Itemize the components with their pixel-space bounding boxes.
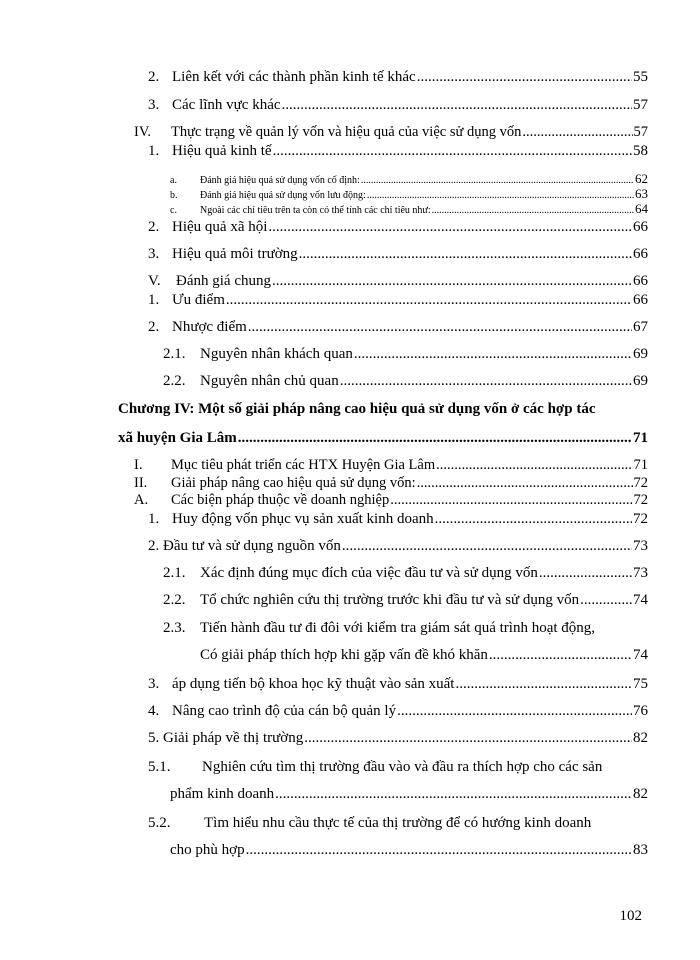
- toc-number: 3.: [148, 246, 160, 262]
- toc-entry: [148, 512, 648, 527]
- toc-entry: [148, 293, 648, 308]
- toc-text: Nguyên nhân khách quan: [200, 346, 353, 362]
- toc-leader: [435, 512, 632, 527]
- toc-text: Giải pháp nâng cao hiệu quả sử dụng vốn:: [171, 475, 416, 491]
- toc-text: Nguyên nhân chủ quan: [200, 373, 339, 389]
- toc-page: 73: [633, 565, 648, 581]
- toc-entry: [148, 320, 648, 335]
- toc-number: A.: [134, 492, 149, 508]
- toc-entry: [148, 70, 648, 85]
- toc-entry: [170, 202, 648, 216]
- toc-leader: [455, 677, 632, 692]
- toc-leader: [489, 648, 632, 663]
- toc-leader: [390, 493, 632, 508]
- toc-text: xã huyện Gia Lâm: [118, 430, 237, 446]
- toc-page: 64: [635, 201, 648, 216]
- toc-page: 72: [633, 492, 648, 508]
- toc-text: Nhược điểm: [172, 319, 247, 335]
- toc-entry: [170, 172, 648, 186]
- toc-leader: [522, 125, 632, 140]
- toc-entry: [163, 593, 648, 608]
- toc-number: 2.1.: [163, 346, 186, 362]
- toc-entry: [134, 476, 648, 491]
- toc-text: Hiệu quả môi trường: [172, 246, 298, 262]
- toc-leader: [539, 566, 632, 581]
- toc-number: I.: [134, 457, 143, 473]
- toc-number: 1.: [148, 143, 160, 159]
- toc-page: 71: [633, 430, 648, 446]
- toc-leader: [580, 593, 632, 608]
- toc-entry: [148, 760, 602, 775]
- toc-text: Ngoài các chỉ tiêu trên ta còn có thể tính các chỉ tiêu như:: [200, 205, 431, 216]
- toc-number: 4.: [148, 703, 160, 719]
- toc-leader: [436, 458, 632, 473]
- toc-text: Tổ chức nghiên cứu thị trường trước khi đầu tư và sử dụng vốn: [200, 592, 580, 608]
- toc-page: 67: [633, 319, 648, 335]
- toc-page: 75: [633, 676, 648, 692]
- toc-entry: [148, 247, 648, 262]
- toc-leader: [268, 220, 632, 235]
- toc-number: 5.2.: [148, 815, 171, 831]
- toc-leader: [275, 787, 632, 802]
- toc-entry: [134, 125, 648, 140]
- toc-number: 3.: [148, 97, 160, 113]
- toc-text: Liên kết với các thành phần kinh tế khác: [172, 69, 416, 85]
- toc-number: 2.3.: [163, 620, 186, 636]
- toc-text: Đánh giá hiệu quả sử dụng vốn lưu động:: [200, 190, 366, 201]
- toc-page: 83: [633, 842, 648, 858]
- toc-page: 58: [633, 143, 648, 159]
- toc-leader: [226, 293, 632, 308]
- toc-entry: [148, 98, 648, 113]
- toc-leader: [304, 731, 632, 746]
- toc-number: b.: [170, 190, 178, 201]
- toc-leader: [417, 476, 633, 491]
- toc-number: 2.2.: [163, 373, 186, 389]
- toc-page: 66: [633, 273, 648, 289]
- toc-entry: [170, 187, 648, 201]
- toc-text: Nghiên cứu tìm thị trường đầu vào và đầu ra thích hợp cho các sản: [202, 759, 603, 775]
- toc-number: 1.: [148, 292, 160, 308]
- toc-number: 2.2.: [163, 592, 186, 608]
- toc-entry: [163, 347, 648, 362]
- toc-page: 72: [633, 511, 648, 527]
- toc-page: 82: [633, 730, 648, 746]
- toc-text: Mục tiêu phát triển các HTX Huyện Gia Lâm: [171, 457, 436, 473]
- toc-text: phẩm kinh doanh: [170, 786, 275, 802]
- toc-entry: [148, 274, 648, 289]
- toc-text: 5. Giải pháp về thị trường: [148, 730, 304, 746]
- toc-text: Tiến hành đầu tư đi đôi với kiểm tra giám sát quá trình hoạt động,: [200, 620, 596, 636]
- page-number: 102: [619, 908, 642, 924]
- toc-number: 2.1.: [163, 565, 186, 581]
- toc-page: 62: [635, 171, 648, 186]
- toc-text: Tìm hiểu nhu cầu thực tế của thị trường để có hướng kinh doanh: [204, 815, 592, 831]
- toc-page: 72: [633, 475, 648, 491]
- toc-text: Hiệu quả kinh tế: [172, 143, 272, 159]
- toc-text: Ưu điểm: [172, 292, 225, 308]
- toc-page: 76: [633, 703, 648, 719]
- toc-leader: [432, 206, 634, 216]
- toc-entry: [170, 787, 648, 802]
- toc-page: 57: [633, 124, 648, 140]
- toc-entry: [200, 648, 648, 663]
- toc-text: Các biện pháp thuộc về doanh nghiệp: [171, 492, 390, 508]
- toc-entry: [134, 493, 648, 508]
- toc-text: Huy động vốn phục vụ sản xuất kinh doanh: [172, 511, 434, 527]
- toc-page: 69: [633, 346, 648, 362]
- toc-text: Các lĩnh vực khác: [172, 97, 281, 113]
- toc-page: 71: [633, 457, 648, 473]
- toc-number: 3.: [148, 676, 160, 692]
- toc-text: Có giải pháp thích hợp khi gặp vấn đề khó khăn: [200, 647, 488, 663]
- toc-leader: [340, 374, 632, 389]
- toc-number: 2.: [148, 319, 160, 335]
- toc-text: áp dụng tiến bộ khoa học kỹ thuật vào sản xuất: [172, 676, 455, 692]
- toc-text: Nâng cao trình độ của cán bộ quản lý: [172, 703, 397, 719]
- toc-number: a.: [170, 175, 177, 186]
- toc-leader: [273, 144, 632, 159]
- toc-page: 74: [633, 592, 648, 608]
- chapter-heading-line: [118, 402, 595, 417]
- toc-entry: [148, 144, 648, 159]
- toc-number: 2.: [148, 69, 160, 85]
- toc-number: 5.1.: [148, 759, 171, 775]
- toc-leader: [417, 70, 632, 85]
- toc-leader: [248, 320, 632, 335]
- toc-text: Xác định đúng mục đích của việc đầu tư và sử dụng vốn: [200, 565, 538, 581]
- toc-page: 63: [635, 186, 648, 201]
- toc-page: 55: [633, 69, 648, 85]
- toc-text: Chương IV: Một số giải pháp nâng cao hiệu quả sử dụng vốn ở các hợp tác: [118, 401, 596, 417]
- toc-entry: [163, 621, 595, 636]
- toc-page: 69: [633, 373, 648, 389]
- toc-entry: [148, 220, 648, 235]
- toc-text: Thực trạng về quản lý vốn và hiệu quả của việc sử dụng vốn: [171, 124, 522, 140]
- toc-leader: [272, 274, 632, 289]
- toc-leader: [367, 191, 634, 201]
- toc-page: 66: [633, 292, 648, 308]
- toc-leader: [246, 843, 632, 858]
- toc-number: II.: [134, 475, 148, 491]
- toc-entry: [148, 731, 648, 746]
- toc-leader: [397, 704, 632, 719]
- toc-page: 73: [633, 538, 648, 554]
- toc-page: 66: [633, 219, 648, 235]
- toc-number: c.: [170, 205, 177, 216]
- toc-leader: [361, 176, 634, 186]
- toc-text: cho phù hợp: [170, 842, 245, 858]
- toc-entry: [134, 458, 648, 473]
- toc-entry: [148, 816, 591, 831]
- toc-entry: [148, 677, 648, 692]
- toc-entry: [148, 539, 648, 554]
- toc-leader: [282, 98, 632, 113]
- toc-entry: [118, 431, 648, 446]
- toc-text: 2. Đầu tư và sử dụng nguồn vốn: [148, 538, 341, 554]
- toc-number: 1.: [148, 511, 160, 527]
- toc-leader: [354, 347, 632, 362]
- toc-page: 57: [633, 97, 648, 113]
- toc-page: 66: [633, 246, 648, 262]
- toc-text: Đánh giá hiệu quả sử dụng vốn cố định:: [200, 175, 360, 186]
- toc-leader: [299, 247, 632, 262]
- toc-page: 82: [633, 786, 648, 802]
- toc-entry: [163, 374, 648, 389]
- toc-text: Đánh giá chung: [176, 273, 271, 289]
- toc-entry: [170, 843, 648, 858]
- toc-page: 74: [633, 647, 648, 663]
- toc-number: V.: [148, 273, 161, 289]
- toc-entry: [163, 566, 648, 581]
- toc-text: Hiệu quả xã hội: [172, 219, 268, 235]
- toc-entry: [148, 704, 648, 719]
- toc-leader: [238, 431, 632, 446]
- toc-number: IV.: [134, 124, 152, 140]
- toc-number: 2.: [148, 219, 160, 235]
- toc-leader: [342, 539, 632, 554]
